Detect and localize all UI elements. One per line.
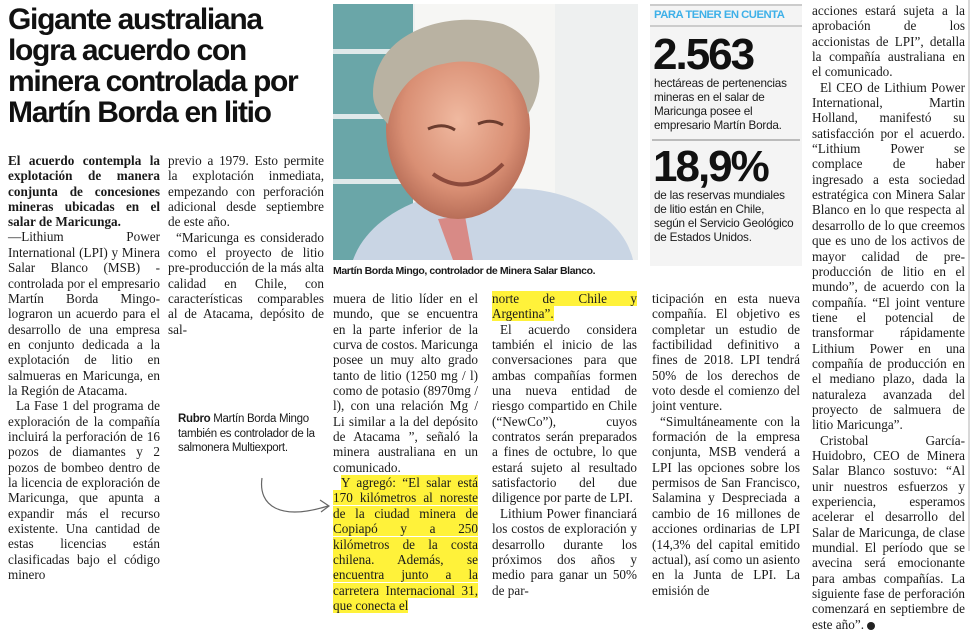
paragraph: El acuerdo considera también el inicio de las conversaciones para que ambas compañías formen una nueva entidad de riesgo compartido en Chile (“NewCo”), cuyos contratos serán preparados a fines de octubre, lo que estará sujeto al resultado satisfactorio del due diligence por parte de LPI. — [492, 321, 637, 506]
paragraph: “Maricunga es considerado como el proyecto de litio pre-producción de la más alta calidad en Chile, con características comparables al de Atacama, depósito de sal- — [168, 229, 324, 337]
paragraph: ticipación en esta nueva compañía. El objetivo es completar un estudio de factibilidad definitivo a fines de 2018. LPI tendrá 50% de los derechos de voto desde el comienzo del joint venture. — [652, 291, 800, 414]
stat-value: 18,9% — [653, 142, 768, 191]
stat-text: de las reservas mundiales de litio están en Chile, según el Servicio Geológico de Estados Unidos. — [654, 189, 794, 244]
stat-value: 2.563 — [653, 30, 754, 79]
column-6 — [812, 3, 965, 632]
page-edge — [968, 0, 970, 551]
stat-text: hectáreas de pertenencias mineras en el salar de Maricunga posee el empresario Martín Borda. — [654, 77, 787, 132]
column-1 — [8, 153, 160, 582]
rubro-text: Martín Borda Mingo también es controlador de la salmonera Multiexport. — [178, 413, 315, 454]
portrait-photo — [333, 4, 638, 260]
column-2 — [168, 153, 324, 337]
paragraph: —Lithium Power International (LPI) y Minera Salar Blanco (MSB) -controlada por el empresario Martín Borda Mingo- lograron un acuerdo para el desarrollo de una empresa en conjunto dedicada a la explotación de litio en salmueras en Maricunga, en la Región de Atacama. — [8, 229, 160, 398]
paragraph: El CEO de Lithium Power International, Martin Holland, manifestó su satisfacción por el acuerdo. “Lithium Power se complace de haber ingresado a esta sociedad estratégica con Minera Salar Blanco en lo que respecta al desarrollo de lo que creemos que es uno de los activos de mayor calidad de pre-producción de litio en el mundo”, de acuerdo con la compañía. “El joint venture tiene el potencial de transformar rápidamente Lithium Power en una compañía de producción en el mediano plazo, dada la naturaleza avanzada del proyecto de salmuera de litio Maricunga”. — [812, 79, 965, 433]
divider — [652, 139, 800, 141]
paragraph: Lithium Power financiará los costos de exploración y desarrollo durante los próximos dos años y medio para ganar un 50% de par- — [492, 505, 637, 598]
paragraph: La Fase 1 del programa de exploración de la compañía incluirá la perforación de 16 pozos de diamantes y 2 pozos de bombeo dentro de la licencia de exploración de Maricunga, que apunta a expandir más el recurso existente. Una cantidad de estas licencias están clasificadas bajo el código minero — [8, 398, 160, 583]
paragraph: Cristobal García-Huidobro, CEO de Minera Salar Blanco sostuvo: “Al unir nuestros esfuerzos y experiencia, esperamos acelerar el desarrollo del Salar de Maricunga, de clase mundial. El período que se avecina será emocionante para ambas compañías. La siguiente fase de perforación comenzará en septiembre de este año”. — [812, 432, 965, 632]
curved-arrow-icon — [250, 476, 335, 526]
paragraph: previo a 1979. Esto permite la explotación inmediata, empezando con perforación adicional desde septiembre de este año. — [168, 153, 324, 230]
sidebar-kicker: PARA TENER EN CUENTA — [650, 4, 802, 27]
column-4 — [492, 291, 637, 598]
rubro-note — [178, 412, 318, 456]
info-sidebar — [650, 4, 802, 266]
highlighted-text: Y agregó: “El salar está 170 kilómetros al noreste de la ciudad minera de Copiapó y a 250 kilómetros de la costa chilena. Además, se encuentra junto a la carretera Internacional 31, que conecta el — [333, 475, 478, 613]
column-3 — [333, 291, 478, 613]
photo-caption: Martín Borda Mingo, controlador de Minera Salar Blanco. — [333, 265, 596, 277]
lede: El acuerdo contempla la explotación de manera conjunta de concesiones mineras ubicadas en el salar de Maricunga. — [8, 153, 160, 230]
end-mark-icon — [867, 622, 875, 630]
rubro-label: Rubro — [178, 413, 211, 425]
paragraph: acciones estará sujeta a la aprobación de los accionistas de LPI”, detalla la compañía australiana en el comunicado. — [812, 3, 965, 80]
paragraph: muera de litio líder en el mundo, que se encuentra en la parte inferior de la curva de costos. Maricunga posee un muy alto grado tanto de litio (1250 mg / l) como de potasio (8970mg / l), con una relación Mg / Li similar a la del depósito de Atacama ”, señaló la minera australiana en un comunicado. — [333, 291, 479, 475]
paragraph: “Simultáneamente con la formación de la empresa conjunta, MSB venderá a LPI las opciones sobre los permisos de San Francisco, Salamina y Despreciada a cambio de 16 millones de acciones ordinarias de LPI (14,3% del capital emitido actual), así como un asiento en la Junta de LPI. La emisión de — [652, 413, 800, 598]
column-5 — [652, 291, 800, 598]
highlighted-text: norte de Chile y Argentina”. — [492, 291, 637, 322]
headline: Gigante australiana logra acuerdo con minera controlada por Martín Borda en litio — [8, 3, 298, 129]
